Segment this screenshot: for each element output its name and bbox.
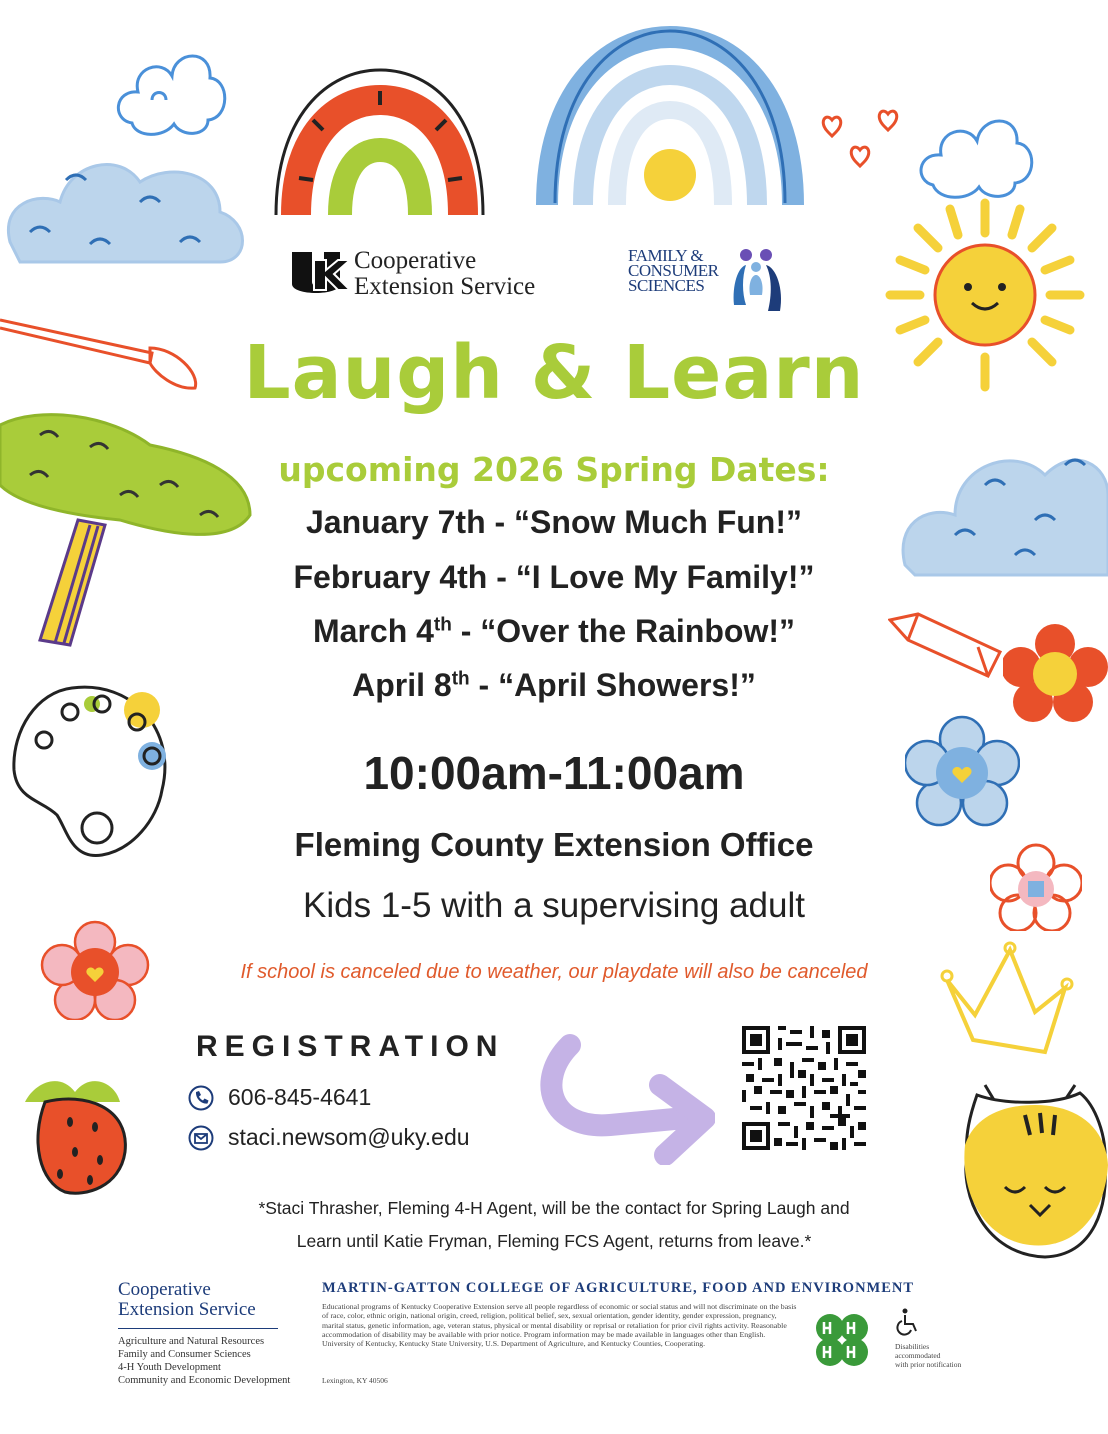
family-figures-icon — [728, 245, 786, 315]
rainbow-blue — [535, 25, 805, 215]
ces-logo — [354, 248, 535, 300]
footer-dis-line-3: with prior notification — [895, 1360, 962, 1369]
event-time: 10:00am-11:00am — [363, 747, 745, 799]
curved-arrow-icon — [540, 1030, 715, 1165]
date-3-suffix: th — [433, 614, 452, 636]
strawberry-icon — [15, 1062, 150, 1202]
footer-college-name: MARTIN-GATTON COLLEGE OF AGRICULTURE, FOOD AND ENVIRONMENT — [322, 1280, 915, 1296]
hearts-doodle — [820, 100, 915, 175]
footer-ces-line-1: Cooperative — [118, 1279, 211, 1300]
registration-heading: REGISTRATION — [196, 1030, 505, 1063]
contact-note — [0, 1192, 1108, 1258]
date-line-2 — [0, 559, 1108, 596]
fcs-logo-line-3: SCIENCES — [628, 276, 705, 295]
email-contact[interactable] — [188, 1124, 470, 1151]
rainbow-orange — [268, 55, 493, 225]
date-line-1 — [0, 504, 1108, 541]
footer-program-4: Community and Economic Development — [118, 1375, 291, 1386]
ces-logo-line-1: Cooperative — [354, 247, 477, 274]
crown-icon — [935, 940, 1075, 1058]
qr-code-icon[interactable] — [742, 1026, 866, 1150]
event-audience: Kids 1-5 with a supervising adult — [303, 886, 805, 925]
cloud-outline-top-left — [112, 28, 232, 143]
cloud-outline-top-right — [915, 95, 1040, 205]
contact-note-line-1: *Staci Thrasher, Fleming 4-H Agent, will be the contact for Spring Laugh and — [258, 1198, 850, 1218]
footer-program-1: Agriculture and Natural Resources — [118, 1336, 265, 1347]
theme-2: - “I Love My Family!” — [487, 559, 815, 595]
fcs-logo-line-1: FAMILY & — [628, 246, 704, 265]
event-subtitle: upcoming 2026 Spring Dates: — [278, 450, 830, 489]
footer-programs — [118, 1335, 290, 1387]
four-h-clover-icon — [810, 1308, 874, 1372]
fcs-logo — [628, 248, 718, 293]
email-icon — [188, 1125, 214, 1151]
date-2: February 4th — [293, 559, 488, 595]
phone-contact[interactable] — [188, 1084, 371, 1111]
date-3: March 4 — [312, 613, 434, 649]
theme-1: - “Snow Much Fun!” — [485, 504, 802, 540]
footer-dis-line-2: accommodated — [895, 1351, 941, 1360]
event-location: Fleming County Extension Office — [294, 826, 814, 863]
footer-dis-line-1: Disabilities — [895, 1342, 930, 1351]
theme-4: - “April Showers!” — [469, 667, 756, 703]
date-4: April 8 — [352, 667, 452, 703]
phone-icon — [188, 1085, 214, 1111]
footer-divider — [118, 1328, 278, 1329]
footer-legal-text: Educational programs of Kentucky Cooperative Extension serve all people regardless of economic or social status and will not discriminate on the basis of race, color, ethnic origin, national origin, creed, religion, political belief, sex, sexual orientation, gender identity, gender expression, pregnancy, marital status, genetic information, age, veteran status, physical or mental disability or reprisal or retaliation for prior civil rights activity. Reasonable accommodation of disability may be available with prior notice. Program information may be made available in languages other than English. University of Kentucky, Kentucky State University, U.S. Department of Agriculture, and Kentucky Counties, Cooperating. — [322, 1302, 797, 1349]
ces-logo-line-2: Extension Service — [354, 273, 536, 300]
theme-3: - “Over the Rainbow!” — [451, 613, 795, 649]
uk-logo-icon — [290, 250, 350, 298]
scribble-cloud-left — [0, 132, 255, 272]
fcs-logo-line-2: CONSUMER — [628, 261, 719, 280]
phone-number[interactable]: 606-845-4641 — [228, 1084, 372, 1110]
footer-ces-line-2: Extension Service — [118, 1299, 256, 1320]
footer-city: Lexington, KY 40506 — [322, 1376, 388, 1385]
footer-ces-logo — [118, 1280, 256, 1320]
date-1: January 7th — [305, 504, 486, 540]
date-line-4 — [0, 667, 1108, 704]
wheelchair-icon — [896, 1308, 920, 1336]
date-4-suffix: th — [451, 668, 470, 690]
weather-notice: If school is canceled due to weather, our playdate will also be canceled — [240, 961, 868, 983]
contact-note-line-2: Learn until Katie Fryman, Fleming FCS Agent, returns from leave.* — [296, 1231, 812, 1251]
footer-disabilities-note — [895, 1342, 985, 1369]
email-address[interactable]: staci.newsom@uky.edu — [228, 1124, 470, 1150]
date-line-3 — [0, 613, 1108, 650]
footer-program-2: Family and Consumer Sciences — [118, 1349, 251, 1360]
event-title: Laugh & Learn — [243, 330, 865, 416]
footer-program-3: 4-H Youth Development — [118, 1362, 221, 1373]
